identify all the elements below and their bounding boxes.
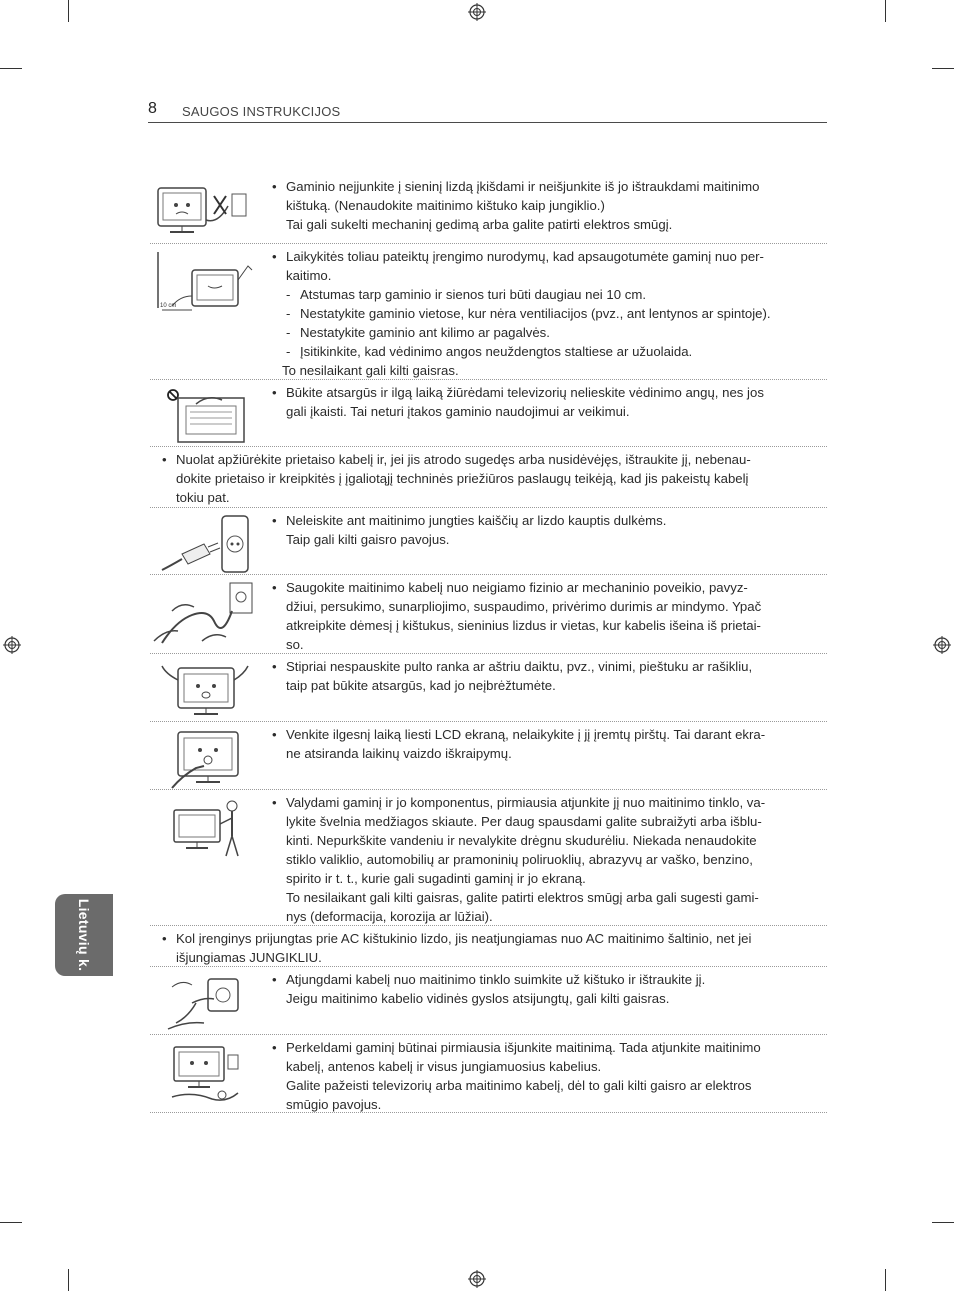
instruction-text: • Gaminio neįjunkite į sieninį lizdą įkišdami ir neišjunkite iš jo ištraukdami maitinimo bbox=[270, 177, 827, 196]
instruction-warning: To nesilaikant gali kilti gaisras. bbox=[282, 363, 459, 378]
plug-dust-illustration bbox=[150, 508, 270, 574]
instruction-row bbox=[150, 174, 827, 244]
instruction-text: išjungiamas JUNGIKLIU. bbox=[176, 950, 322, 965]
instruction-text: kištuką. (Nenaudokite maitinimo kištuko kaip jungiklio.) bbox=[286, 198, 605, 213]
instruction-subitem: - Nestatykite gaminio ant kilimo ar pagalvės. bbox=[270, 323, 827, 342]
instruction-text: stiklo valiklio, automobilių ar pramoninių poliruoklių, abrazyvų ar vaško, benzino, bbox=[286, 852, 753, 867]
crop-mark bbox=[932, 1222, 954, 1223]
crop-mark bbox=[932, 68, 954, 69]
instruction-text: nys (deformacija, korozija ar lūžiai). bbox=[286, 909, 493, 924]
instruction-row bbox=[150, 722, 827, 790]
instruction-row bbox=[150, 790, 827, 926]
tv-disconnect-cables-illustration bbox=[150, 1035, 270, 1112]
registration-mark-icon bbox=[3, 636, 21, 654]
instruction-text: lykite švelnia medžiagos skiaute. Per daug spausdami galite subraižyti arba išblu- bbox=[286, 814, 762, 829]
instruction-text: • Venkite ilgesnį laiką liesti LCD ekraną, nelaikykite į jį įremtų pirštų. Tai darant ekra- bbox=[270, 725, 827, 744]
instruction-row bbox=[150, 508, 827, 575]
section-title: SAUGOS INSTRUKCIJOS bbox=[182, 104, 341, 119]
instruction-row bbox=[150, 967, 827, 1035]
instruction-text: • Nuolat apžiūrėkite prietaiso kabelį ir, jei jis atrodo sugedęs arba nusidėvėjęs, ištraukite jį, nebenau- bbox=[160, 450, 827, 469]
instruction-row bbox=[150, 654, 827, 722]
instruction-text: dokite prietaiso ir kreipkitės į įgaliotąjį techninės priežiūros paslaugų teikėją, kad jis pakeistų kabelį bbox=[176, 471, 749, 486]
instruction-row bbox=[150, 447, 827, 508]
instruction-text: atkreipkite dėmesį į kištukus, sieninius lizdus ir vietas, kur kabelis išeina iš prietai- bbox=[286, 618, 761, 633]
tv-vent-hot-illustration bbox=[150, 380, 270, 446]
crop-mark bbox=[885, 1269, 886, 1291]
tv-unplug-illustration bbox=[150, 174, 270, 243]
instruction-text: • Perkeldami gaminį būtinai pirmiausia išjunkite maitinimą. Tada atjunkite maitinimo bbox=[270, 1038, 827, 1057]
lcd-touch-illustration bbox=[150, 722, 270, 789]
instruction-text: kabelį, antenos kabelį ir visus jungiamuosius kabelius. bbox=[286, 1059, 602, 1074]
safety-instructions-list bbox=[150, 174, 827, 1113]
instruction-text: kaitimo. bbox=[286, 268, 332, 283]
registration-mark-icon bbox=[933, 636, 951, 654]
instruction-text: ne atsiranda laikinų vaizdo iškraipymų. bbox=[286, 746, 512, 761]
tv-cleaning-illustration bbox=[150, 790, 270, 925]
instruction-text: • Saugokite maitinimo kabelį nuo neigiamo fizinio ar mechaninio poveikio, pavyz- bbox=[270, 578, 827, 597]
instruction-row bbox=[150, 1035, 827, 1113]
language-tab bbox=[55, 894, 113, 976]
instruction-subitem: - Atstumas tarp gaminio ir sienos turi būti daugiau nei 10 cm. bbox=[270, 285, 827, 304]
registration-mark-icon bbox=[468, 1270, 486, 1288]
crop-mark bbox=[0, 1222, 22, 1223]
instruction-text: gali įkaisti. Tai neturi įtakos gaminio naudojimui ar veikimui. bbox=[286, 404, 630, 419]
instruction-text: spirito ir t. t., kurie gali sugadinti gaminį ir jo ekraną. bbox=[286, 871, 586, 886]
instruction-text: Taip gali kilti gaisro pavojus. bbox=[286, 532, 450, 547]
instruction-text: Galite pažeisti televizorių arba maitinimo kabelį, dėl to gali kilti gaisro ar elektros bbox=[286, 1078, 752, 1093]
instruction-text: • Būkite atsargūs ir ilgą laiką žiūrėdami televizorių nelieskite vėdinimo angų, nes jos bbox=[270, 383, 827, 402]
instruction-text: • Valydami gaminį ir jo komponentus, pirmiausia atjunkite jį nuo maitinimo tinklo, va- bbox=[270, 793, 827, 812]
crop-mark bbox=[0, 68, 22, 69]
instruction-row bbox=[150, 380, 827, 447]
instruction-text: • Atjungdami kabelį nuo maitinimo tinklo suimkite už kištuko ir ištraukite jį. bbox=[270, 970, 827, 989]
cable-damage-illustration bbox=[150, 575, 270, 653]
instruction-text: taip pat būkite atsargūs, kad jo neįbrėžtumėte. bbox=[286, 678, 556, 693]
instruction-row bbox=[150, 244, 827, 380]
instruction-text: smūgio pavojus. bbox=[286, 1097, 382, 1112]
instruction-subitem: - Nestatykite gaminio vietose, kur nėra ventiliacijos (pvz., ant lentynos ar spintoje). bbox=[270, 304, 827, 323]
instruction-text: tokiu pat. bbox=[176, 490, 230, 505]
instruction-text: • Stipriai nespauskite pulto ranka ar aštriu daiktu, pvz., vinimi, pieštuku ar rašikliu, bbox=[270, 657, 827, 676]
instruction-text: • Kol įrenginys prijungtas prie AC kištukinio lizdo, jis neatjungiamas nuo AC maitinimo šaltinio, net jei bbox=[160, 929, 827, 948]
instruction-text: Tai gali sukelti mechaninį gedimą arba galite patirti elektros smūgį. bbox=[286, 217, 673, 232]
language-tab-label: Lietuvių k. bbox=[76, 898, 92, 972]
instruction-text: • Laikykitės toliau pateiktų įrengimo nurodymų, kad apsaugotumėte gaminį nuo per- bbox=[270, 247, 827, 266]
instruction-text: džiui, persukimo, sunarpliojimo, suspaudimo, privėrimo durimis ar mindymo. Ypač bbox=[286, 599, 762, 614]
tv-pressure-illustration bbox=[150, 654, 270, 721]
tv-ventilation-illustration bbox=[150, 244, 270, 379]
instruction-row bbox=[150, 926, 827, 967]
unplug-by-plug-illustration bbox=[150, 967, 270, 1034]
instruction-row bbox=[150, 575, 827, 654]
page-number: 8 bbox=[148, 100, 157, 117]
instruction-text: kinti. Nepurkškite vandeniu ir nevalykite drėgnu skudurėliu. Niekada nenaudokite bbox=[286, 833, 757, 848]
crop-mark bbox=[68, 1269, 69, 1291]
crop-mark bbox=[885, 0, 886, 22]
instruction-subitem: - Įsitikinkite, kad vėdinimo angos neuždengtos staltiese ar užuolaida. bbox=[270, 342, 827, 361]
page-header bbox=[148, 100, 827, 123]
clearance-label: 10 cm bbox=[160, 303, 177, 309]
instruction-text: so. bbox=[286, 637, 304, 652]
crop-mark bbox=[68, 0, 69, 22]
registration-mark-icon bbox=[468, 3, 486, 21]
instruction-text: • Neleiskite ant maitinimo jungties kaiščių ar lizdo kauptis dulkėms. bbox=[270, 511, 827, 530]
instruction-text: Jeigu maitinimo kabelio vidinės gyslos atsijungtų, gali kilti gaisras. bbox=[286, 991, 670, 1006]
instruction-text: To nesilaikant gali kilti gaisras, galite patirti elektros smūgį arba gali sugesti gami- bbox=[286, 890, 759, 905]
